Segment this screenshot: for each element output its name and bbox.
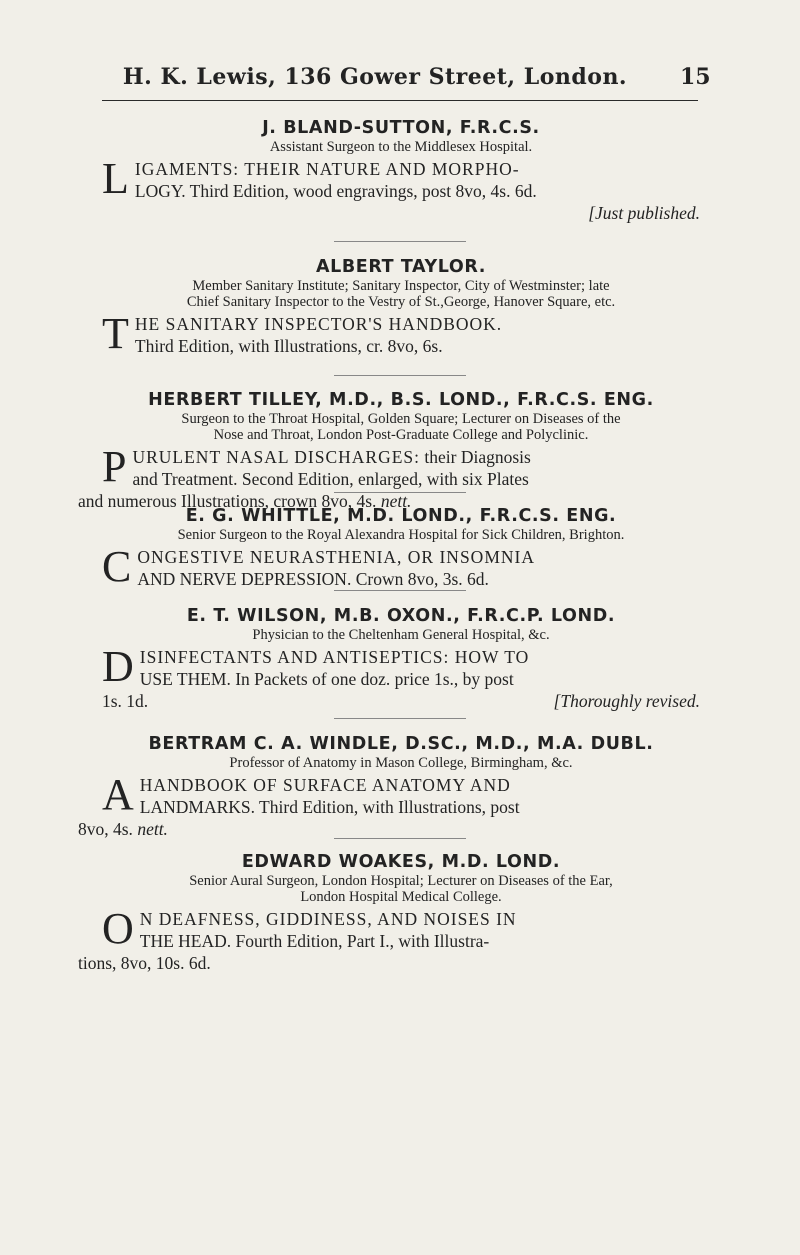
book-details: Third Edition, with Illustrations, cr. 8vo, 6s. [134,336,443,356]
header-rule [102,100,698,101]
drop-cap: T [102,309,129,358]
book-title: URULENT NASAL DISCHARGES: [132,447,421,467]
drop-cap: O [102,904,134,953]
book-title: ISINFECTANTS AND ANTISEPTICS: HOW TO [139,647,530,667]
author-affiliation: Professor of Anatomy in Mason College, Birmingham, &c. [229,755,573,771]
entry-wilson [102,605,700,712]
publication-note: [Thoroughly revised. [553,691,700,711]
price-note: nett. [137,819,168,839]
entry-woakes [78,851,700,974]
book-details: and numerous Illustrations, crown 8vo, 4s. [78,491,381,511]
page-header [0,64,800,104]
entry-taylor [102,256,700,357]
separator-rule [334,590,466,591]
book-description [78,904,700,974]
author-affiliation: Senior Surgeon to the Royal Alexandra Hospital for Sick Children, Brighton. [177,527,625,543]
entry-whittle [102,505,700,590]
book-title: ONGESTIVE NEURASTHENIA, OR INSOMNIA [137,547,535,567]
entry-tilley [78,389,700,512]
separator-rule [334,375,466,376]
book-details: THE HEAD. Fourth Edition, Part I., with Illustra- [139,931,490,951]
price-note: nett. [380,491,412,511]
drop-cap: L [102,154,129,203]
author-name: J. BLAND-SUTTON, F.R.C.S. [262,118,540,138]
book-details: and Treatment. Second Edition, enlarged, with six Plates [132,469,529,489]
author-affiliation: London Hospital Medical College. [300,889,502,905]
author-affiliation: Senior Aural Surgeon, London Hospital; Lecturer on Diseases of the Ear, [189,873,613,889]
drop-cap: C [102,542,132,591]
book-details: 8vo, 4s. [78,819,138,839]
book-details: AND NERVE DEPRESSION. Crown 8vo, 3s. 6d. [137,569,489,589]
book-description [102,542,700,591]
book-details: 1s. 1d. [102,691,149,711]
author-name: HERBERT TILLEY, M.D., B.S. LOND., F.R.C.S. ENG. [148,390,654,410]
author-affiliation: Physician to the Cheltenham General Hospital, &c. [252,627,550,643]
book-details: USE THEM. In Packets of one doz. price 1s., by post [139,669,514,689]
drop-cap: D [102,642,134,691]
book-description [78,770,700,840]
book-description [102,154,700,224]
author-affiliation: Chief Sanitary Inspector to the Vestry of St.,George, Hanover Square, etc. [186,294,616,310]
book-description [102,642,700,712]
author-name: BERTRAM C. A. WINDLE, D.SC., M.D., M.A. DUBL. [148,734,654,754]
publisher-address: H. K. Lewis, 136 Gower Street, London. [122,64,628,90]
book-details: LOGY. Third Edition, wood engravings, post 8vo, 4s. 6d. [134,181,537,201]
drop-cap: A [102,770,134,819]
book-description [102,309,700,358]
page-number: 15 [680,64,711,90]
author-affiliation: Nose and Throat, London Post-Graduate College and Polyclinic. [213,427,589,443]
separator-rule [334,492,466,493]
book-title: HANDBOOK OF SURFACE ANATOMY AND [139,775,511,795]
entry-bland-sutton [102,117,700,224]
book-title-rest: their Diagnosis [420,447,531,467]
author-affiliation: Assistant Surgeon to the Middlesex Hospital. [269,139,533,155]
book-description [78,442,700,512]
author-name: ALBERT TAYLOR. [315,257,487,277]
separator-rule [334,241,466,242]
separator-rule [334,718,466,719]
separator-rule [334,838,466,839]
book-title: N DEAFNESS, GIDDINESS, AND NOISES IN [139,909,517,929]
author-name: E. T. WILSON, M.B. OXON., F.R.C.P. LOND. [186,606,616,626]
author-affiliation: Surgeon to the Throat Hospital, Golden Square; Lecturer on Diseases of the [181,411,621,427]
book-title: HE SANITARY INSPECTOR'S HANDBOOK. [134,314,503,334]
author-name: EDWARD WOAKES, M.D. LOND. [241,852,561,872]
author-affiliation: Member Sanitary Institute; Sanitary Inspector, City of Westminster; late [192,278,610,294]
book-title: IGAMENTS: THEIR NATURE AND MORPHO- [134,159,520,179]
book-details: tions, 8vo, 10s. 6d. [78,953,211,973]
book-details: LANDMARKS. Third Edition, with Illustrations, post [139,797,520,817]
publication-note: [Just published. [588,203,700,223]
author-name: E. G. WHITTLE, M.D. LOND., F.R.C.S. ENG. [185,506,617,526]
drop-cap: P [102,442,127,491]
entry-windle [78,733,700,840]
